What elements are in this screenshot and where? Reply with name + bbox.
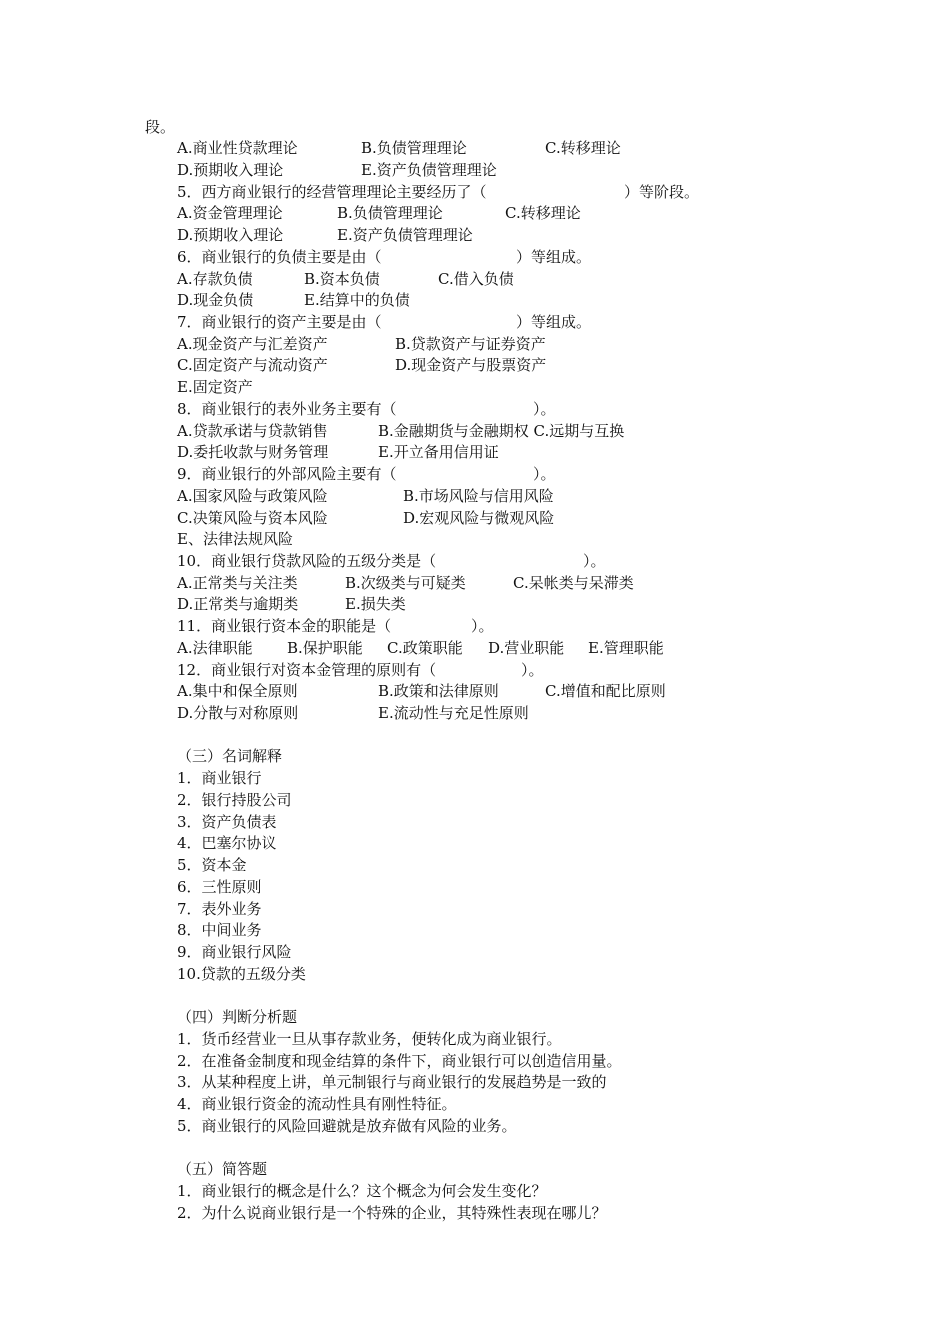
- text-segment: 3．资产负债表: [177, 813, 277, 831]
- text-segment: E.损失类: [345, 595, 406, 613]
- text-line: [0, 159, 950, 181]
- text-segment: 10．商业银行贷款风险的五级分类是（: [177, 552, 437, 570]
- text-segment: A.法律职能: [177, 639, 253, 657]
- text-segment: C.转移理论: [505, 204, 581, 222]
- text-line: [0, 615, 950, 637]
- text-segment: C.增值和配比原则: [545, 682, 666, 700]
- text-line: [0, 246, 950, 268]
- text-segment: C.固定资产与流动资产: [177, 356, 328, 374]
- text-segment: A.正常类与关注类: [177, 574, 298, 592]
- text-segment: 10.贷款的五级分类: [177, 965, 306, 983]
- text-line: [0, 289, 950, 311]
- text-line: [0, 745, 950, 767]
- text-segment: B.保护职能: [287, 639, 363, 657]
- text-line: [0, 376, 950, 398]
- text-line: [0, 1202, 950, 1224]
- text-segment: D.营业职能: [488, 639, 565, 657]
- text-line: [0, 507, 950, 529]
- text-segment: ）等阶段。: [624, 183, 700, 201]
- text-segment: 1．货币经营业一旦从事存款业务，便转化成为商业银行。: [177, 1030, 562, 1048]
- text-line: [0, 224, 950, 246]
- text-segment: ）等组成。: [516, 248, 592, 266]
- text-segment: 段。: [145, 118, 176, 136]
- text-line: [0, 659, 950, 681]
- text-segment: D.现金负债: [177, 291, 254, 309]
- text-segment: ）。: [533, 400, 556, 418]
- text-segment: B.市场风险与信用风险: [403, 487, 554, 505]
- text-segment: 8．商业银行的表外业务主要有（: [177, 400, 397, 418]
- text-segment: C.借入负债: [438, 270, 514, 288]
- text-segment: D.委托收款与财务管理: [177, 443, 329, 461]
- text-segment: E.资产负债管理理论: [361, 161, 497, 179]
- text-line: [0, 137, 950, 159]
- text-segment: ）等组成。: [516, 313, 592, 331]
- text-segment: ）。: [521, 661, 544, 679]
- text-segment: E.管理职能: [588, 639, 664, 657]
- text-line: [0, 202, 950, 224]
- text-segment: 4．巴塞尔协议: [177, 834, 277, 852]
- text-line: [0, 1006, 950, 1028]
- text-segment: ）。: [471, 617, 494, 635]
- text-line: [0, 550, 950, 572]
- text-line: [0, 354, 950, 376]
- text-segment: 9．商业银行风险: [177, 943, 292, 961]
- text-segment: 4．商业银行资金的流动性具有刚性特征。: [177, 1095, 457, 1113]
- text-segment: （五）简答题: [177, 1160, 268, 1178]
- text-segment: C.决策风险与资本风险: [177, 509, 328, 527]
- text-segment: A.贷款承诺与贷款销售: [177, 422, 328, 440]
- text-segment: D.分散与对称原则: [177, 704, 299, 722]
- text-segment: D.预期收入理论: [177, 226, 284, 244]
- text-line: [0, 333, 950, 355]
- text-segment: 7．表外业务: [177, 900, 262, 918]
- text-segment: E、法律法规风险: [177, 530, 293, 548]
- text-segment: D.宏观风险与微观风险: [403, 509, 555, 527]
- text-segment: 1．商业银行: [177, 769, 262, 787]
- text-segment: ）。: [533, 465, 556, 483]
- text-segment: A.集中和保全原则: [177, 682, 298, 700]
- text-segment: C.政策职能: [387, 639, 463, 657]
- text-segment: （四）判断分析题: [177, 1008, 298, 1026]
- text-line: [0, 1158, 950, 1180]
- text-segment: E.资产负债管理理论: [337, 226, 473, 244]
- text-line: [0, 1115, 950, 1137]
- text-segment: 8．中间业务: [177, 921, 262, 939]
- text-line: [0, 789, 950, 811]
- text-segment: B.次级类与可疑类: [345, 574, 466, 592]
- text-segment: E.结算中的负债: [304, 291, 410, 309]
- text-segment: ）。: [583, 552, 606, 570]
- text-segment: 2．为什么说商业银行是一个特殊的企业，其特殊性表现在哪儿？: [177, 1204, 607, 1222]
- text-segment: 2．银行持股公司: [177, 791, 292, 809]
- text-segment: 1．商业银行的概念是什么？这个概念为何会发生变化？: [177, 1182, 547, 1200]
- text-segment: A.资金管理理论: [177, 204, 283, 222]
- text-segment: 5．商业银行的风险回避就是放弃做有风险的业务。: [177, 1117, 517, 1135]
- text-segment: D.现金资产与股票资产: [395, 356, 547, 374]
- text-line: [0, 420, 950, 442]
- text-segment: C.转移理论: [545, 139, 621, 157]
- text-line: [0, 919, 950, 941]
- text-line: [0, 181, 950, 203]
- text-line: [0, 1180, 950, 1202]
- text-line: [0, 898, 950, 920]
- text-segment: E.固定资产: [177, 378, 253, 396]
- text-segment: （三）名词解释: [177, 747, 283, 765]
- text-line: [0, 811, 950, 833]
- text-segment: 5．西方商业银行的经营管理理论主要经历了（: [177, 183, 487, 201]
- text-line: [0, 528, 950, 550]
- text-segment: C.呆帐类与呆滞类: [513, 574, 634, 592]
- text-segment: 3．从某种程度上讲，单元制银行与商业银行的发展趋势是一致的: [177, 1073, 607, 1091]
- text-line: [0, 463, 950, 485]
- text-segment: B.金融期货与金融期权 C.远期与互换: [378, 422, 625, 440]
- text-segment: D.预期收入理论: [177, 161, 284, 179]
- text-segment: 9．商业银行的外部风险主要有（: [177, 465, 397, 483]
- text-segment: 11．商业银行资本金的职能是（: [177, 617, 392, 635]
- text-line: [0, 1071, 950, 1093]
- text-line: [0, 702, 950, 724]
- text-line: [0, 637, 950, 659]
- text-segment: D.正常类与逾期类: [177, 595, 299, 613]
- text-segment: B.贷款资产与证券资产: [395, 335, 546, 353]
- text-line: [0, 1050, 950, 1072]
- text-line: [0, 941, 950, 963]
- text-segment: 2．在准备金制度和现金结算的条件下，商业银行可以创造信用量。: [177, 1052, 622, 1070]
- text-segment: E.流动性与充足性原则: [378, 704, 529, 722]
- text-segment: B.负债管理理论: [337, 204, 443, 222]
- text-segment: A.国家风险与政策风险: [177, 487, 328, 505]
- text-line: [0, 1093, 950, 1115]
- text-line: [0, 593, 950, 615]
- text-line: [0, 832, 950, 854]
- text-line: [0, 1028, 950, 1050]
- text-line: [0, 680, 950, 702]
- text-segment: A.现金资产与汇差资产: [177, 335, 328, 353]
- text-line: [0, 268, 950, 290]
- text-line: [0, 398, 950, 420]
- text-line: [0, 572, 950, 594]
- text-segment: 6．三性原则: [177, 878, 262, 896]
- text-segment: A.存款负债: [177, 270, 253, 288]
- text-segment: 7．商业银行的资产主要是由（: [177, 313, 382, 331]
- text-segment: A.商业性贷款理论: [177, 139, 298, 157]
- text-line: [0, 116, 950, 138]
- text-line: [0, 876, 950, 898]
- text-line: [0, 767, 950, 789]
- text-segment: 12．商业银行对资本金管理的原则有（: [177, 661, 437, 679]
- text-line: [0, 854, 950, 876]
- text-line: [0, 311, 950, 333]
- text-segment: E.开立备用信用证: [378, 443, 499, 461]
- text-segment: B.政策和法律原则: [378, 682, 499, 700]
- text-segment: B.负债管理理论: [361, 139, 467, 157]
- text-segment: 5．资本金: [177, 856, 247, 874]
- text-line: [0, 963, 950, 985]
- text-segment: B.资本负债: [304, 270, 380, 288]
- text-line: [0, 441, 950, 463]
- text-segment: 6．商业银行的负债主要是由（: [177, 248, 382, 266]
- text-line: [0, 485, 950, 507]
